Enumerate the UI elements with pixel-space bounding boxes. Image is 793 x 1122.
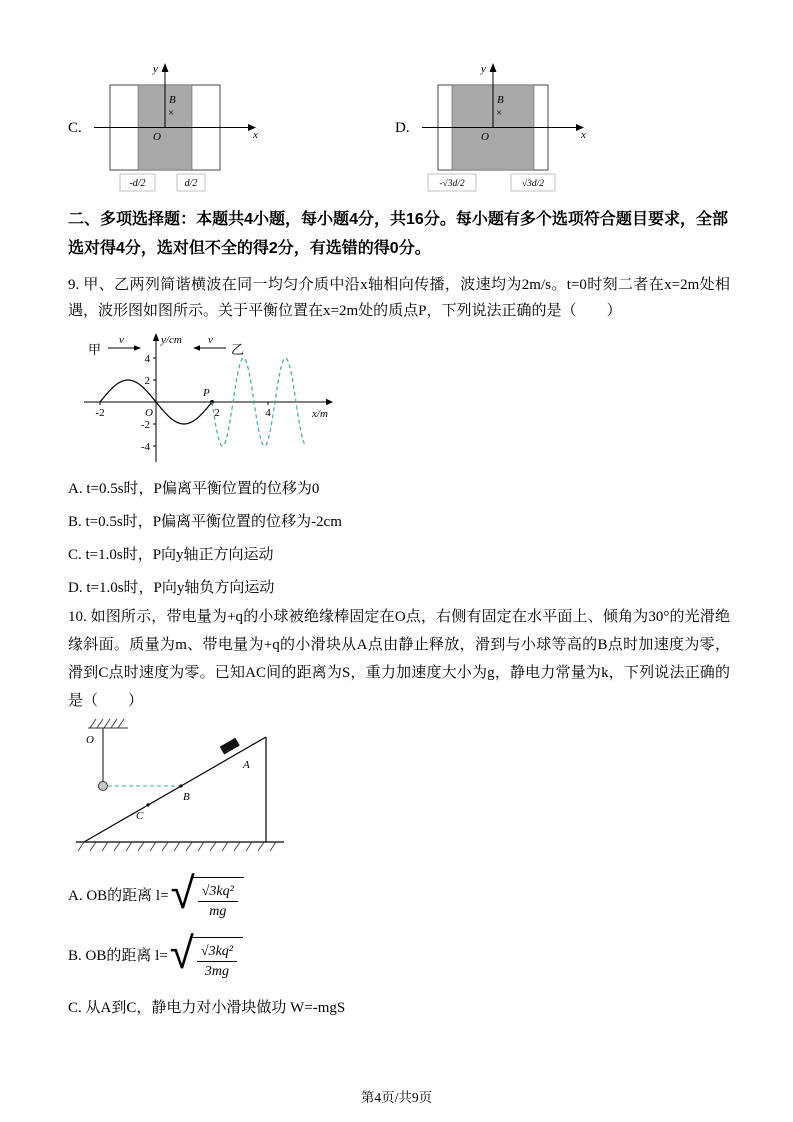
- q9-option-d: D. t=1.0s时，P向y轴负方向运动: [68, 580, 275, 596]
- fraction-denominator: 3mg: [204, 964, 229, 979]
- ground-hatch: [78, 842, 276, 851]
- page-number: 第4页/共9页: [360, 1090, 433, 1105]
- field-b-label: B: [169, 94, 176, 106]
- fraction: [197, 943, 237, 980]
- tick-left-label: -√3d/2: [439, 179, 465, 189]
- ytick-2: 2: [144, 375, 150, 387]
- y-axis-label: y: [153, 63, 158, 75]
- tick-right-label: d/2: [184, 178, 198, 189]
- field-b-label: B: [497, 94, 504, 106]
- y-axis-label: y/cm: [161, 334, 182, 346]
- y-arrowhead-icon: [490, 63, 497, 72]
- point-b-dot: [179, 784, 182, 787]
- origin-label: O: [481, 131, 489, 143]
- sqrt-radical: [170, 868, 244, 920]
- x-axis-label: x/m: [312, 408, 328, 420]
- wave-jia-label: 甲: [88, 342, 102, 357]
- xtick-2: 2: [214, 407, 220, 419]
- option-c-label: C.: [68, 120, 82, 136]
- fraction-numerator: √3kq²: [198, 883, 238, 902]
- ceiling-hatch: [90, 719, 124, 728]
- tick-right-label: √3d/2: [521, 179, 545, 189]
- field-cross-icon: ×: [168, 107, 175, 119]
- tick-left-label: -d/2: [129, 178, 146, 189]
- y-axis-label: y: [481, 63, 486, 75]
- field-cross-icon: ×: [496, 107, 503, 119]
- q10-option-b: [68, 928, 243, 980]
- x-axis-label: x: [253, 129, 258, 141]
- block-at-a: [220, 738, 240, 755]
- y-arrowhead-icon: [162, 63, 169, 72]
- point-p-label: P: [203, 387, 210, 399]
- point-b-label: B: [183, 791, 190, 803]
- q10-option-b-text: B. OB的距离 l=: [68, 948, 168, 964]
- q10-option-c: C. 从A到C，静电力对小滑块做功 W=-mgS: [68, 1000, 346, 1016]
- q10-incline-figure: [70, 712, 320, 862]
- option-d-label: D.: [395, 120, 410, 136]
- charged-ball: [99, 782, 108, 791]
- q9-option-c: C. t=1.0s时，P向y轴正方向运动: [68, 547, 274, 563]
- figure-field-region-c: [92, 60, 262, 195]
- v-arrow-left-head-icon: [193, 345, 200, 351]
- q9-wave-plot: [72, 330, 342, 470]
- x-axis-label: x: [581, 129, 586, 141]
- ytick-4: 4: [144, 353, 150, 365]
- radical-sign-icon: √: [170, 868, 195, 919]
- point-o-label: O: [86, 734, 94, 746]
- ytick-m4: -4: [140, 441, 150, 453]
- q10-stem: 10. 如图所示，带电量为+q的小球被绝缘棒固定在O点，右侧有固定在水平面上、倾角为30°的光滑绝缘斜面。质量为m、带电量为+q的小滑块从A点由静止释放，滑到与小球等高的B点时加速度为零，滑到C点时速度为零。已知AC间的距离为S，重力加速度大小为g，静电力常量为k，下列说法正确的是（ ）: [68, 609, 730, 709]
- fraction-denominator: mg: [209, 904, 227, 919]
- origin-label: O: [145, 407, 153, 419]
- x-arrowhead-icon: [326, 399, 333, 405]
- v-arrow-right-head-icon: [134, 345, 141, 351]
- xtick-4: 4: [265, 407, 271, 419]
- q9-option-a: A. t=0.5s时，P偏离平衡位置的位移为0: [68, 481, 320, 497]
- xtick-m2: -2: [95, 407, 105, 419]
- v-label-left: v: [119, 334, 124, 346]
- sqrt-radical: [169, 928, 243, 980]
- q10-option-a: [68, 868, 244, 920]
- q9-stem: 9. 甲、乙两列简谐横波在同一均匀介质中沿x轴相向传播，波速均为2m/s。t=0时刻二者在x=2m处相遇，波形图如图所示。关于平衡位置在x=2m处的质点P，下列说法正确的是（ ）: [68, 277, 730, 319]
- point-c-label: C: [136, 810, 144, 822]
- origin-label: O: [153, 131, 161, 143]
- figure-field-region-d: [420, 60, 590, 195]
- radical-sign-icon: √: [169, 928, 194, 979]
- q10-option-a-text: A. OB的距离 l=: [68, 888, 169, 904]
- point-a-label: A: [243, 759, 250, 771]
- y-arrowhead-icon: [153, 333, 159, 341]
- ytick-m2: -2: [140, 419, 150, 431]
- fraction-numerator: √3kq²: [197, 943, 237, 962]
- incline-surface: [84, 737, 266, 842]
- q9-option-b: B. t=0.5s时，P偏离平衡位置的位移为-2cm: [68, 514, 342, 530]
- fraction: [198, 883, 238, 920]
- wave-yi-label: 乙: [231, 342, 245, 357]
- section-heading: 二、多项选择题：本题共4小题，每小题4分，共16分。每小题有多个选项符合题目要求，全部选对得4分，选对但不全的得2分，有选错的得0分。: [68, 211, 728, 257]
- v-label-right: v: [208, 334, 213, 346]
- point-c-dot: [146, 803, 149, 806]
